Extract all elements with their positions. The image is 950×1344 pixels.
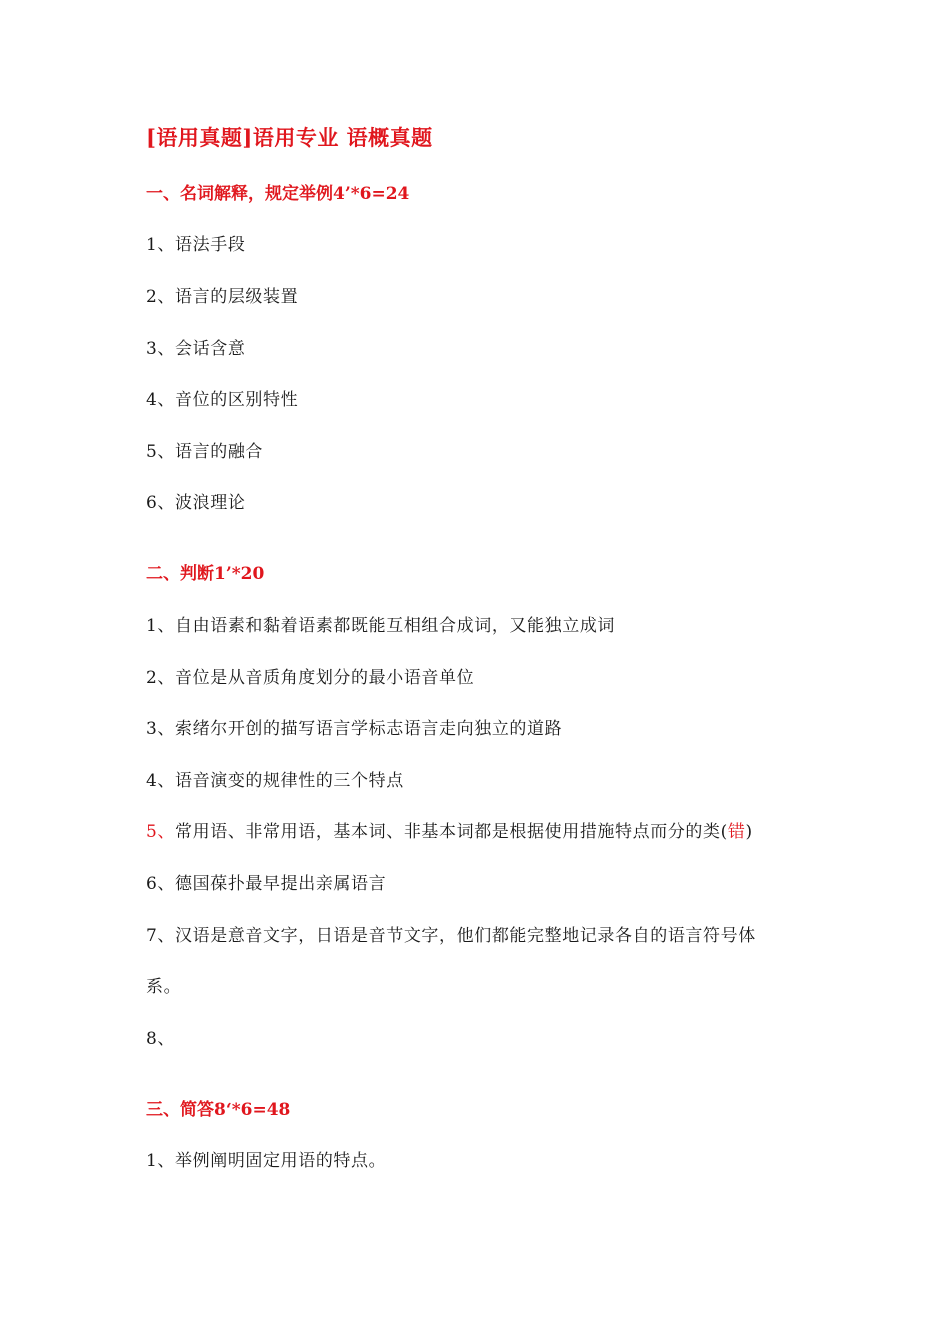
list-item: 6、波浪理论 xyxy=(146,493,246,513)
answer-close-paren: ) xyxy=(745,822,753,842)
document-title: [语用真题]语用专业 语概真题 xyxy=(146,125,433,150)
list-item: 1、举例阐明固定用语的特点。 xyxy=(146,1151,387,1171)
answer-mark: 错 xyxy=(727,822,746,842)
list-item: 6、德国葆扑最早提出亲属语言 xyxy=(146,874,387,894)
list-item: 2、语言的层级装置 xyxy=(146,287,299,307)
list-item: 2、音位是从音质角度划分的最小语音单位 xyxy=(146,668,475,688)
section-heading-2: 二、判断1’*20 xyxy=(146,564,265,584)
list-item: 3、索绪尔开创的描写语言学标志语言走向独立的道路 xyxy=(146,719,563,739)
list-item: 7、汉语是意音文字，日语是音节文字，他们都能完整地记录各自的语言符号体 xyxy=(146,926,756,946)
list-item: 5、语言的融合 xyxy=(146,442,264,462)
section-heading-3: 三、简答8‘*6=48 xyxy=(146,1100,291,1120)
item-text: 常用语、非常用语，基本词、非基本词都是根据使用措施特点而分的类 xyxy=(175,822,721,842)
section-heading-1: 一、名词解释，规定举例4’*6=24 xyxy=(146,184,410,204)
list-item: 4、音位的区别特性 xyxy=(146,390,299,410)
answer-open-paren: ( xyxy=(720,822,728,842)
list-item: 4、语音演变的规律性的三个特点 xyxy=(146,771,404,791)
list-item: 1、语法手段 xyxy=(146,235,246,255)
list-item-continuation: 系。 xyxy=(146,977,182,997)
item-number: 5、 xyxy=(146,822,176,842)
list-item: 3、会话含意 xyxy=(146,339,246,359)
list-item: 8、 xyxy=(146,1029,176,1049)
list-item: 1、自由语素和黏着语素都既能互相组合成词，又能独立成词 xyxy=(146,616,616,636)
list-item-with-answer xyxy=(146,817,753,842)
